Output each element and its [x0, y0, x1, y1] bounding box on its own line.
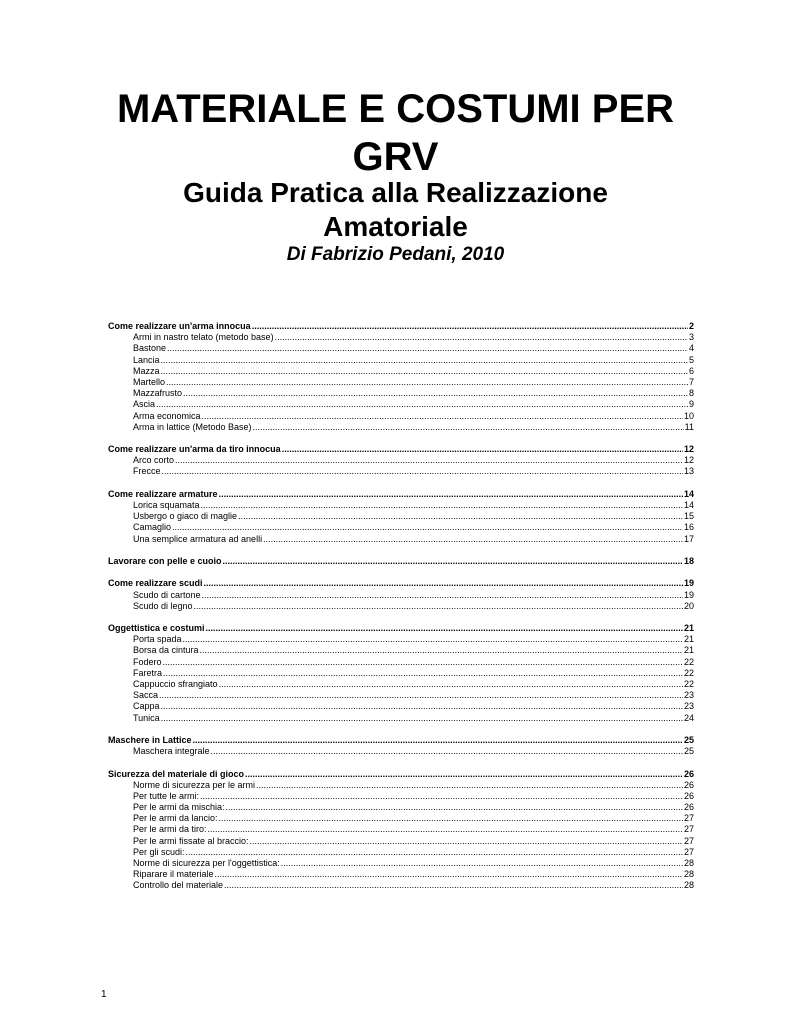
toc-entry-page: 27 [683, 813, 694, 824]
toc-leader-dots [226, 802, 683, 813]
toc-leader-dots [200, 791, 683, 802]
toc-entry-page: 2 [688, 321, 694, 331]
toc-entry-page: 27 [683, 835, 694, 846]
toc-subentry[interactable] [108, 791, 694, 802]
toc-leader-dots [204, 578, 683, 589]
toc-entry-title: Mazza [133, 365, 160, 376]
toc-entry-page: 16 [683, 522, 694, 533]
toc-leader-dots [206, 623, 683, 634]
toc-subentry[interactable] [108, 522, 694, 533]
toc-entry-page: 22 [683, 656, 694, 667]
toc-entry-page: 18 [683, 555, 694, 566]
toc-entry-title: Per tutte le armi: [133, 790, 200, 801]
toc-entry-title: Camaglio [133, 522, 172, 533]
toc-subentry[interactable] [108, 836, 694, 847]
toc-subentry[interactable] [108, 411, 694, 422]
toc-subentry[interactable] [108, 422, 694, 433]
toc-entry-page: 3 [688, 332, 694, 343]
document-subtitle [0, 176, 791, 244]
toc-entry-page: 20 [683, 600, 694, 611]
toc-subentry[interactable] [108, 869, 694, 880]
toc-subentry[interactable] [108, 858, 694, 869]
toc-entry-page: 22 [683, 679, 694, 689]
toc-entry-title: Lorica squamata [133, 500, 200, 510]
toc-entry-page: 10 [683, 410, 694, 421]
toc-entry-title: Come realizzare un'arma da tiro innocua [108, 444, 281, 455]
toc-entry-title: Maschere in Lattice [108, 734, 192, 745]
toc-entry-page: 22 [683, 667, 694, 678]
toc-entry-title: Martello [133, 376, 166, 387]
toc-entry-title: Per le armi fissate al braccio: [133, 835, 249, 846]
toc-leader-dots [161, 713, 683, 724]
toc-entry-page: 27 [683, 846, 694, 857]
toc-subentry[interactable] [108, 634, 694, 645]
toc-entry-title: Come realizzare armature [108, 488, 218, 499]
toc-entry-page: 28 [683, 869, 694, 880]
toc-subentry[interactable] [108, 824, 694, 835]
toc-entry-title: Come realizzare scudi [108, 578, 203, 589]
toc-subentry[interactable] [108, 802, 694, 813]
toc-entry-page: 26 [683, 779, 694, 790]
toc-entry-page: 8 [688, 388, 694, 399]
toc-subentry[interactable] [108, 847, 694, 858]
toc-entry-page: 14 [683, 500, 694, 510]
toc-leader-dots [263, 534, 683, 545]
toc-entry-title: Scudo di cartone [133, 589, 201, 600]
toc-leader-dots [202, 590, 683, 601]
toc-entry-page: 21 [683, 623, 694, 634]
toc-entry-title: Arma in lattice (Metodo Base) [133, 421, 252, 432]
toc-subentry[interactable] [108, 388, 694, 399]
toc-subentry[interactable] [108, 701, 694, 712]
toc-leader-dots [175, 455, 683, 466]
toc-entry-title: Fodero [133, 656, 162, 667]
toc-entry-page: 24 [683, 712, 694, 723]
toc-leader-dots [183, 388, 688, 399]
toc-leader-dots [201, 500, 683, 511]
toc-leader-dots [282, 444, 683, 455]
toc-entry-page: 17 [683, 533, 694, 544]
title-line-1: MATERIALE E COSTUMI PER [116, 87, 675, 131]
toc-entry-title: Controllo del materiale [133, 880, 224, 891]
toc-section-heading[interactable] [108, 578, 694, 589]
toc-leader-dots [219, 679, 683, 690]
toc-leader-dots [208, 824, 683, 835]
toc-subentry[interactable] [108, 466, 694, 477]
toc-section [108, 556, 694, 567]
toc-leader-dots [281, 858, 683, 869]
toc-entry-title: Cappuccio sfrangiato [133, 679, 218, 689]
toc-leader-dots [161, 701, 683, 712]
toc-entry-title: Arma economica [133, 410, 201, 421]
toc-entry-title: Per gli scudi: [133, 846, 185, 857]
toc-entry-page: 23 [683, 690, 694, 701]
toc-section-heading[interactable] [108, 489, 694, 500]
toc-entry-title: Tunica [133, 712, 160, 723]
toc-leader-dots [253, 422, 684, 433]
toc-subentry[interactable] [108, 343, 694, 354]
toc-entry-title: Lavorare con pelle e cuoio [108, 555, 222, 566]
toc-leader-dots [202, 411, 683, 422]
toc-subentry[interactable] [108, 880, 694, 891]
toc-section-heading[interactable] [108, 735, 694, 746]
toc-subentry[interactable] [108, 645, 694, 656]
toc-entry-page: 25 [683, 746, 694, 757]
toc-leader-dots [275, 332, 688, 343]
toc-entry-page: 11 [684, 421, 694, 432]
table-of-contents [108, 321, 694, 903]
toc-entry-title: Mazzafrusto [133, 388, 183, 399]
toc-entry-title: Riparare il materiale [133, 869, 214, 880]
toc-subentry[interactable] [108, 355, 694, 366]
document-title [0, 85, 791, 181]
toc-leader-dots [163, 668, 683, 679]
toc-leader-dots [223, 556, 683, 567]
toc-entry-page: 21 [683, 634, 694, 645]
toc-entry-page: 21 [683, 645, 694, 656]
toc-leader-dots [224, 880, 683, 891]
toc-entry-title: Oggettistica e costumi [108, 623, 205, 634]
toc-subentry[interactable] [108, 668, 694, 679]
toc-entry-page: 23 [683, 701, 694, 712]
toc-section [108, 769, 694, 892]
toc-entry-page: 26 [683, 790, 694, 801]
toc-leader-dots [161, 366, 688, 377]
toc-entry-page: 12 [683, 455, 694, 466]
toc-leader-dots [166, 377, 688, 388]
toc-leader-dots [219, 489, 683, 500]
toc-entry-title: Per le armi da mischia: [133, 802, 225, 813]
toc-entry-title: Scudo di legno [133, 600, 193, 611]
toc-section [108, 735, 694, 757]
toc-leader-dots [256, 780, 683, 791]
toc-entry-title: Per le armi da lancio: [133, 813, 218, 824]
toc-entry-title: Una semplice armatura ad anelli [133, 533, 263, 544]
toc-subentry[interactable] [108, 377, 694, 388]
toc-leader-dots [200, 645, 683, 656]
toc-entry-title: Ascia [133, 399, 156, 410]
page-number: 1 [101, 989, 107, 1000]
toc-leader-dots [161, 355, 688, 366]
toc-leader-dots [183, 634, 683, 645]
toc-entry-page: 14 [683, 488, 694, 499]
toc-subentry[interactable] [108, 690, 694, 701]
toc-entry-title: Come realizzare un'arma innocua [108, 321, 251, 331]
toc-leader-dots [211, 746, 683, 757]
subtitle-line-1: Guida Pratica alla Realizzazione [183, 177, 608, 208]
toc-leader-dots [252, 321, 688, 332]
toc-leader-dots [194, 601, 683, 612]
toc-entry-title: Sacca [133, 690, 159, 701]
toc-entry-page: 26 [683, 768, 694, 779]
toc-leader-dots [172, 522, 683, 533]
toc-entry-title: Maschera integrale [133, 746, 210, 757]
toc-section-heading[interactable] [108, 556, 694, 567]
toc-leader-dots [250, 836, 683, 847]
toc-leader-dots [167, 343, 688, 354]
toc-entry-page: 13 [683, 466, 694, 477]
toc-section-heading[interactable] [108, 623, 694, 634]
toc-subentry[interactable] [108, 399, 694, 410]
toc-entry-page: 7 [688, 376, 694, 387]
toc-entry-page: 12 [683, 444, 694, 455]
toc-entry-title: Usbergo o giaco di maglie [133, 511, 238, 522]
toc-entry-page: 9 [688, 399, 694, 410]
toc-section [108, 489, 694, 545]
subtitle-line-2: Amatoriale [323, 211, 468, 242]
toc-entry-title: Norme di sicurezza per le armi [133, 779, 256, 790]
toc-subentry[interactable] [108, 590, 694, 601]
toc-subentry[interactable] [108, 713, 694, 724]
toc-subentry[interactable] [108, 500, 694, 511]
toc-entry-page: 19 [683, 589, 694, 600]
toc-entry-page: 28 [683, 880, 694, 891]
toc-entry-page: 19 [683, 578, 694, 589]
toc-leader-dots [163, 657, 683, 668]
toc-entry-title: Frecce [133, 466, 161, 477]
toc-entry-title: Bastone [133, 343, 167, 354]
toc-subentry[interactable] [108, 780, 694, 791]
toc-entry-title: Faretra [133, 667, 163, 678]
toc-entry-page: 27 [683, 824, 694, 835]
toc-section [108, 578, 694, 612]
toc-entry-page: 28 [683, 858, 694, 868]
toc-entry-title: Borsa da cintura [133, 645, 199, 656]
toc-entry-title: Per le armi da tiro: [133, 824, 207, 835]
toc-subentry[interactable] [108, 534, 694, 545]
toc-section [108, 623, 694, 724]
toc-leader-dots [215, 869, 683, 880]
toc-section-heading[interactable] [108, 321, 694, 332]
toc-section-heading[interactable] [108, 444, 694, 455]
toc-leader-dots [219, 813, 683, 824]
toc-entry-title: Armi in nastro telato (metodo base) [133, 332, 274, 343]
toc-entry-page: 15 [683, 511, 694, 522]
toc-subentry[interactable] [108, 366, 694, 377]
toc-leader-dots [156, 399, 688, 410]
toc-leader-dots [245, 769, 683, 780]
title-line-2: GRV [352, 135, 439, 179]
toc-leader-dots [159, 690, 683, 701]
toc-subentry[interactable] [108, 455, 694, 466]
toc-entry-title: Arco corto [133, 455, 175, 466]
toc-entry-page: 26 [683, 802, 694, 813]
toc-subentry[interactable] [108, 813, 694, 824]
toc-section [108, 444, 694, 478]
toc-subentry[interactable] [108, 746, 694, 757]
toc-entry-title: Sicurezza del materiale di gioco [108, 768, 245, 779]
toc-leader-dots [238, 511, 683, 522]
toc-entry-page: 4 [688, 343, 694, 354]
toc-entry-page: 5 [688, 354, 694, 365]
author-line: Di Fabrizio Pedani, 2010 [286, 244, 505, 265]
toc-entry-page: 25 [683, 734, 694, 745]
toc-leader-dots [186, 847, 683, 858]
toc-entry-title: Lancia [133, 354, 160, 365]
toc-entry-title: Porta spada [133, 634, 182, 645]
toc-subentry[interactable] [108, 332, 694, 343]
toc-subentry[interactable] [108, 511, 694, 522]
toc-subentry[interactable] [108, 679, 694, 690]
toc-section-heading[interactable] [108, 769, 694, 780]
toc-entry-page: 6 [688, 365, 694, 376]
toc-section [108, 321, 694, 433]
toc-entry-title: Norme di sicurezza per l'oggettistica: [133, 858, 280, 868]
toc-subentry[interactable] [108, 601, 694, 612]
toc-leader-dots [193, 735, 683, 746]
toc-subentry[interactable] [108, 657, 694, 668]
toc-entry-title: Cappa [133, 701, 160, 712]
toc-leader-dots [162, 466, 683, 477]
